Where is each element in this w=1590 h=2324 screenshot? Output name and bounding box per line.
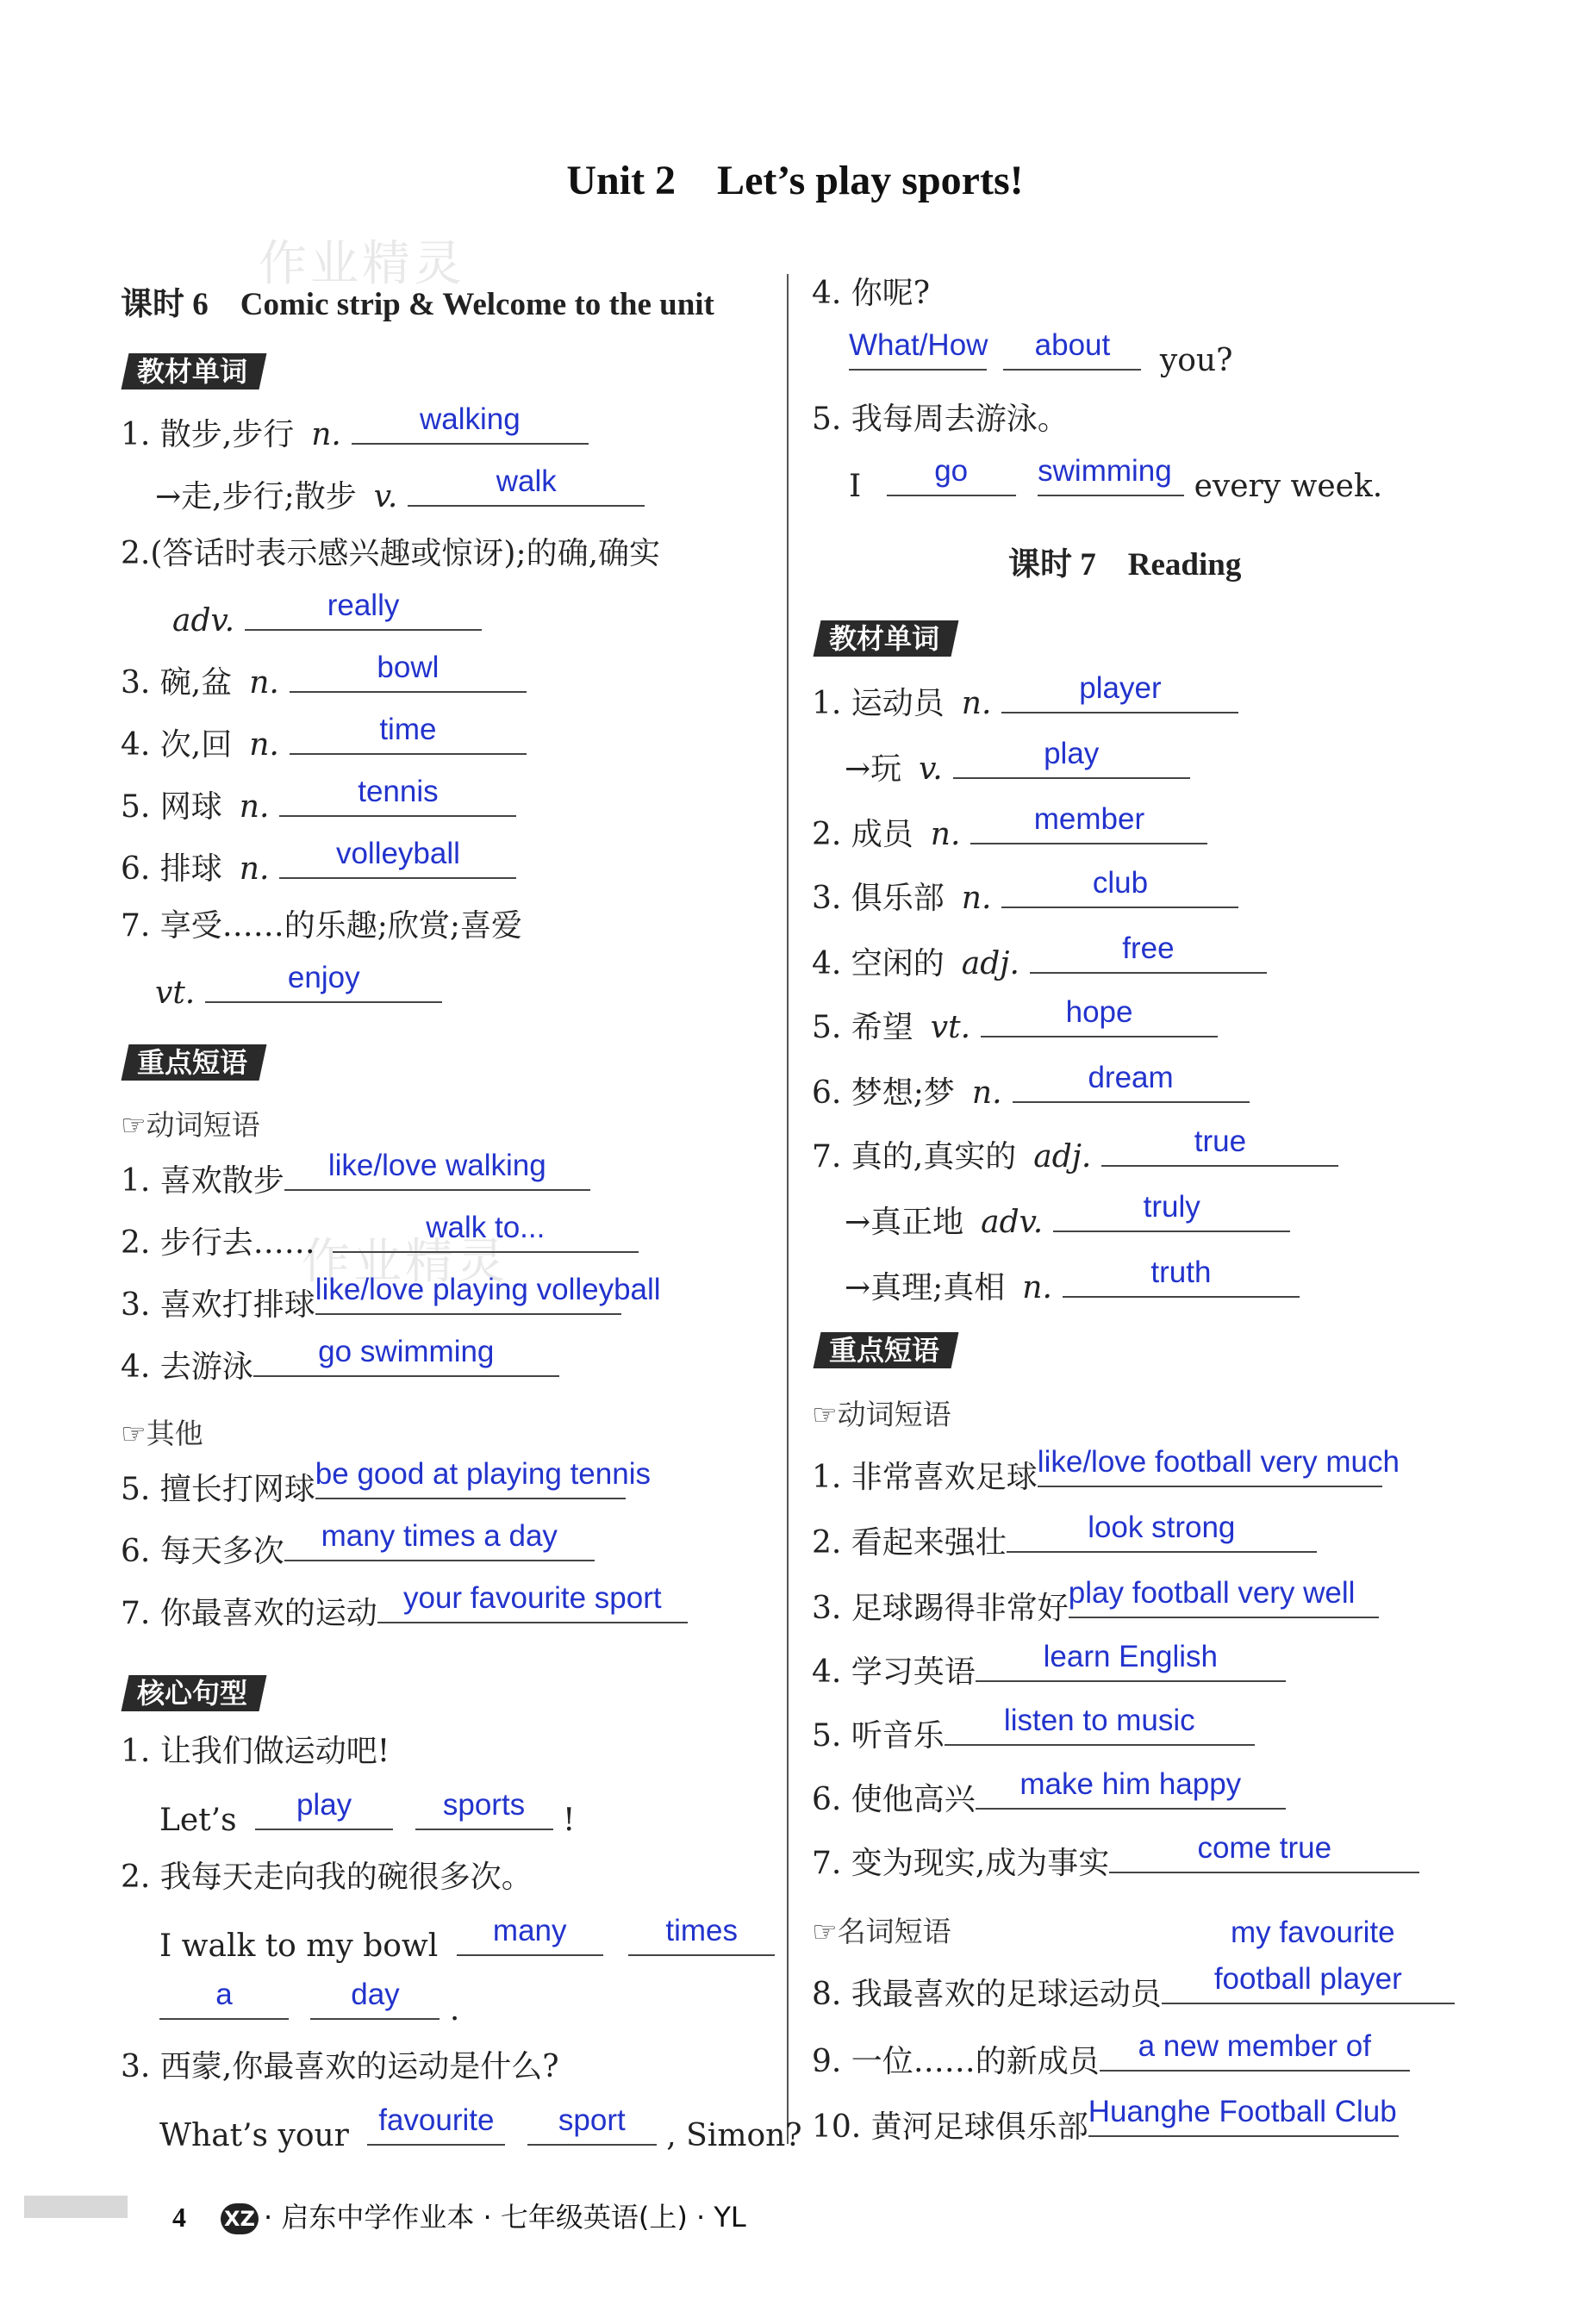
verb-phrase-subheading: ☞动词短语 bbox=[812, 1398, 951, 1431]
vocab-item: vt. enjoy bbox=[155, 969, 442, 1013]
phrase-item: 4. 学习英语 learn English bbox=[812, 1648, 1286, 1692]
phrase-item: 6. 每天多次 many times a day bbox=[121, 1527, 595, 1572]
vocab-item: 5. 网球 n. tennis bbox=[121, 782, 516, 827]
vocab-item: 1. 运动员 n. player bbox=[812, 679, 1238, 724]
vocab-item: 7. 享受……的乐趣;欣赏;喜爱 bbox=[121, 908, 523, 944]
sentence-answer: What’s your favourite sport , Simon? bbox=[159, 2103, 802, 2153]
page-title: Unit 2 Let’s play sports! bbox=[566, 158, 1024, 203]
phrase-item: 2. 步行去…… walk to... bbox=[121, 1218, 639, 1263]
sentence-question: 2. 我每天走向我的碗很多次。 bbox=[121, 1860, 533, 1895]
sentence-question: 3. 西蒙,你最喜欢的运动是什么? bbox=[121, 2049, 559, 2084]
vocab-item: 2. 成员 n. member bbox=[812, 810, 1207, 855]
sentence-answer: a day . bbox=[159, 1985, 459, 2030]
phrase-item: 9. 一位……的新成员 a new member of bbox=[812, 2037, 1410, 2082]
noun-phrase-subheading: ☞名词短语 bbox=[812, 1915, 951, 1948]
phrase-item: 1. 喜欢散步 like/love walking bbox=[121, 1156, 590, 1201]
vocab-item: 6. 排球 n. volleyball bbox=[121, 844, 516, 889]
phrase-item: 3. 足球踢得非常好 play football very well bbox=[812, 1584, 1379, 1629]
sentence-answer: Let’s play sports ! bbox=[159, 1788, 576, 1838]
vocab-item: →走,步行;散步 v. walk bbox=[155, 472, 645, 517]
sentence-question: 1. 让我们做运动吧! bbox=[121, 1734, 390, 1769]
phrase-item: 5. 擅长打网球 be good at playing tennis bbox=[121, 1457, 651, 1507]
section-badge-phrases: 重点短语 bbox=[122, 1044, 267, 1081]
page-footer bbox=[172, 2196, 746, 2235]
vocab-item: 4. 次,回 n. time bbox=[121, 720, 527, 765]
vocab-item: 7. 真的,真实的 adj. true bbox=[812, 1132, 1338, 1177]
footer-bar bbox=[24, 2196, 128, 2218]
sentence-answer: I walk to my bowl many times bbox=[159, 1922, 775, 1966]
phrase-item: 5. 听音乐 listen to music bbox=[812, 1711, 1255, 1756]
vocab-item: 3. 俱乐部 n. club bbox=[812, 874, 1238, 919]
vocab-item: →真理;真相 n. truth bbox=[845, 1263, 1300, 1308]
phrase-item: 6. 使他高兴 make him happy bbox=[812, 1775, 1286, 1820]
vocab-item: 3. 碗,盆 n. bowl bbox=[121, 658, 527, 703]
vocab-item: 4. 空闲的 adj. free bbox=[812, 939, 1267, 984]
other-subheading: ☞其他 bbox=[121, 1417, 203, 1450]
phrase-item: 10. 黄河足球俱乐部 Huanghe Football Club bbox=[812, 2095, 1397, 2145]
phrase-item: 3. 喜欢打排球 like/love playing volleyball bbox=[121, 1273, 661, 1323]
sentence-answer: I go swimming every week. bbox=[849, 454, 1383, 504]
vocab-item: 6. 梦想;梦 n. dream bbox=[812, 1069, 1250, 1113]
section-badge-phrases: 重点短语 bbox=[814, 1332, 959, 1368]
section-badge-vocab: 教材单词 bbox=[814, 620, 959, 657]
sentence-answer: What/How about you? bbox=[849, 328, 1233, 378]
vocab-item: →玩 v. play bbox=[845, 745, 1190, 789]
phrase-item: 7. 变为现实,成为事实 come true bbox=[812, 1839, 1419, 1884]
phrase-item: 7. 你最喜欢的运动 your favourite sport bbox=[121, 1589, 688, 1634]
phrase-item: 1. 非常喜欢足球 like/love football very much bbox=[812, 1445, 1400, 1495]
section-badge-sentences: 核心句型 bbox=[122, 1675, 267, 1711]
vocab-item: 1. 散步,步行 n. walking bbox=[121, 410, 589, 455]
publisher-logo-icon: XZ bbox=[221, 2203, 259, 2234]
phrase-item: 4. 去游泳 go swimming bbox=[121, 1343, 559, 1387]
column-divider bbox=[787, 274, 789, 2144]
watermark: 作业精灵 bbox=[302, 1234, 508, 1290]
lesson-7-heading: 课时 7 Reading bbox=[1008, 547, 1242, 583]
vocab-item: →真正地 adv. truly bbox=[845, 1198, 1290, 1243]
sentence-question: 5. 我每周去游泳。 bbox=[812, 402, 1069, 437]
phrase-item: 8. 我最喜欢的足球运动员 football player bbox=[812, 1970, 1455, 2015]
lesson-6-heading: 课时 6 Comic strip & Welcome to the unit bbox=[121, 287, 714, 322]
book-title: · 启东中学作业本 · 七年级英语(上) · YL bbox=[264, 2201, 746, 2234]
noun-phrase-answer-top: my favourite bbox=[1231, 1916, 1395, 1949]
page-number: 4 bbox=[172, 2202, 186, 2233]
vocab-item: 2.(答话时表示感兴趣或惊讶);的确,确实 bbox=[121, 536, 661, 571]
section-badge-vocab: 教材单词 bbox=[122, 353, 267, 389]
phrase-item: 2. 看起来强壮 look strong bbox=[812, 1518, 1317, 1563]
watermark: 作业精灵 bbox=[259, 236, 465, 292]
vocab-item: 5. 希望 vt. hope bbox=[812, 1003, 1218, 1048]
vocab-item: adv. really bbox=[172, 596, 482, 641]
sentence-question: 4. 你呢? bbox=[812, 276, 931, 311]
verb-phrase-subheading: ☞动词短语 bbox=[121, 1108, 260, 1142]
